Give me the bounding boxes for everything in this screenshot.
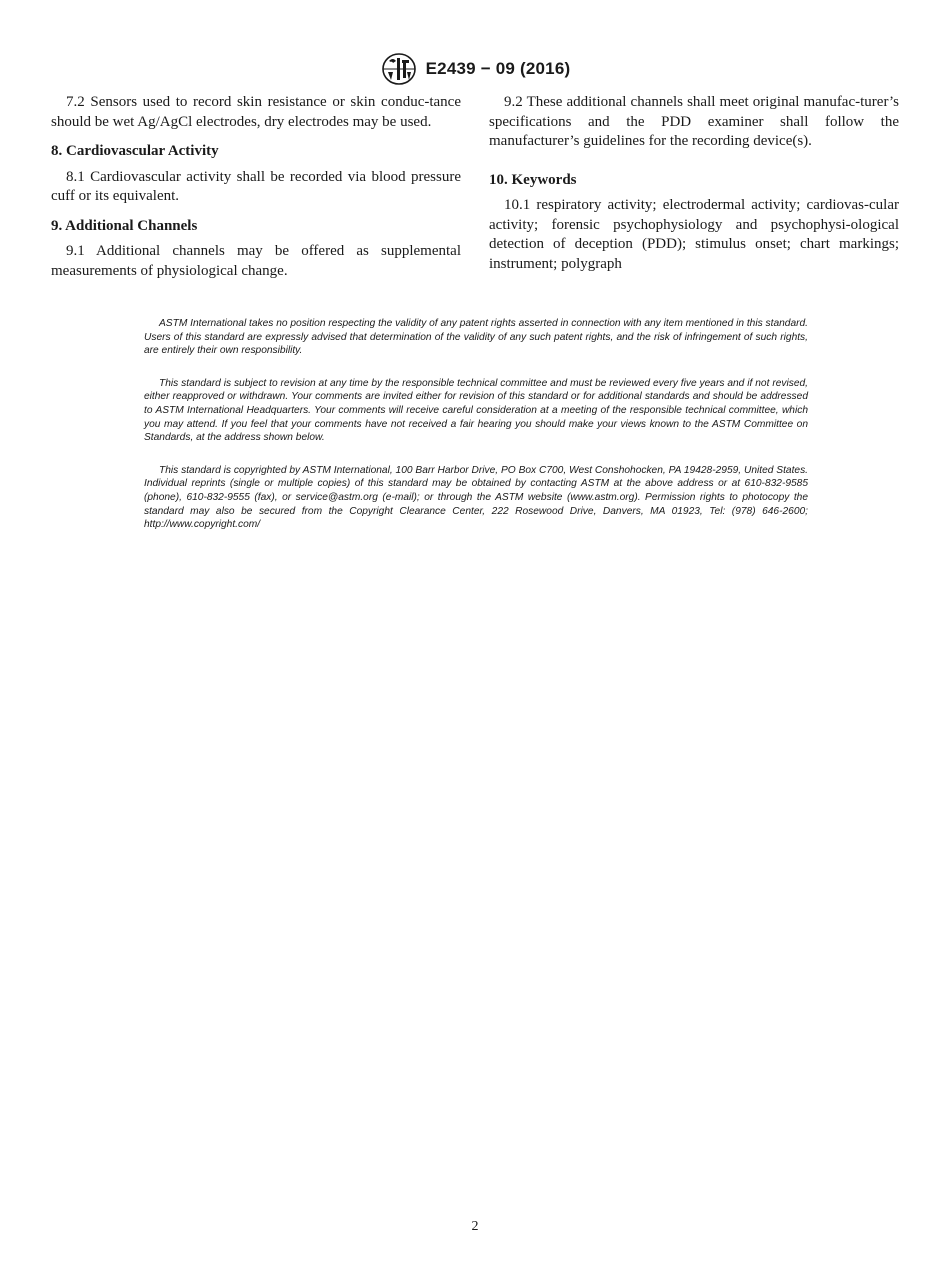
right-column — [489, 93, 899, 274]
legal-notices — [144, 317, 808, 551]
paragraph-7-2: 7.2 Sensors used to record skin resistance or skin conduc-tance should be wet Ag/AgCl electrodes, dry electrodes may be used. — [51, 94, 461, 130]
section-heading-10: 10. Keywords — [489, 171, 577, 188]
section-heading-8: 8. Cardiovascular Activity — [51, 143, 219, 159]
standard-designation: E2439 − 09 (2016) — [425, 59, 571, 78]
paragraph-10-1: 10.1 respiratory activity; electrodermal activity; cardiovas-cular activity; forensic psychophysiology and psychophysi-ological detection of deception (PDD); stimulus onset; chart markings; instrument; polygraph — [489, 197, 899, 272]
page-number: 2 — [471, 1219, 479, 1234]
paragraph-9-2: 9.2 These additional channels shall meet original manufac-turer’s specifications and the PDD examiner shall follow the manufacturer’s guidelines for the recording device(s). — [489, 94, 899, 149]
document-header — [0, 52, 950, 86]
paragraph-9-1: 9.1 Additional channels may be offered as supplemental measurements of physiological change. — [51, 243, 461, 279]
patent-notice: ASTM International takes no position respecting the validity of any patent rights asserted in connection with any item mentioned in this standard. Users of this standard are expressly advised that determination of the validity of any such patent rights, and the risk of infringement of such rights, are entirely their own responsibility. — [144, 318, 808, 357]
astm-logo-icon — [380, 52, 418, 86]
section-heading-9: 9. Additional Channels — [51, 217, 198, 234]
revision-notice: This standard is subject to revision at any time by the responsible technical committee and must be reviewed every five years and if not revised, either reapproved or withdrawn. Your comments are invited either for revision of this standard or for additional standards and should be addressed to ASTM International Headquarters. Your comments will receive careful consideration at a meeting of the responsible technical committee, which you may attend. If you feel that your comments have not received a fair hearing you should make your views known to the ASTM Committee on Standards, at the address shown below. — [144, 377, 808, 444]
left-column — [51, 93, 461, 281]
copyright-notice: This standard is copyrighted by ASTM International, 100 Barr Harbor Drive, PO Box C700, West Conshohocken, PA 19428-2959, United States. Individual reprints (single or multiple copies) of this standard may be obtained by contacting ASTM at the above address or at 610-832-9585 (phone), 610-832-9555 (fax), or service@astm.org (e-mail); or through the ASTM website (www.astm.org). Permission rights to photocopy the standard may also be secured from the Copyright Clearance Center, 222 Rosewood Drive, Danvers, MA 01923, Tel: (978) 646-2600; http://www.copyright.com/ — [144, 464, 808, 531]
paragraph-8-1: 8.1 Cardiovascular activity shall be recorded via blood pressure cuff or its equivalent. — [51, 168, 461, 204]
